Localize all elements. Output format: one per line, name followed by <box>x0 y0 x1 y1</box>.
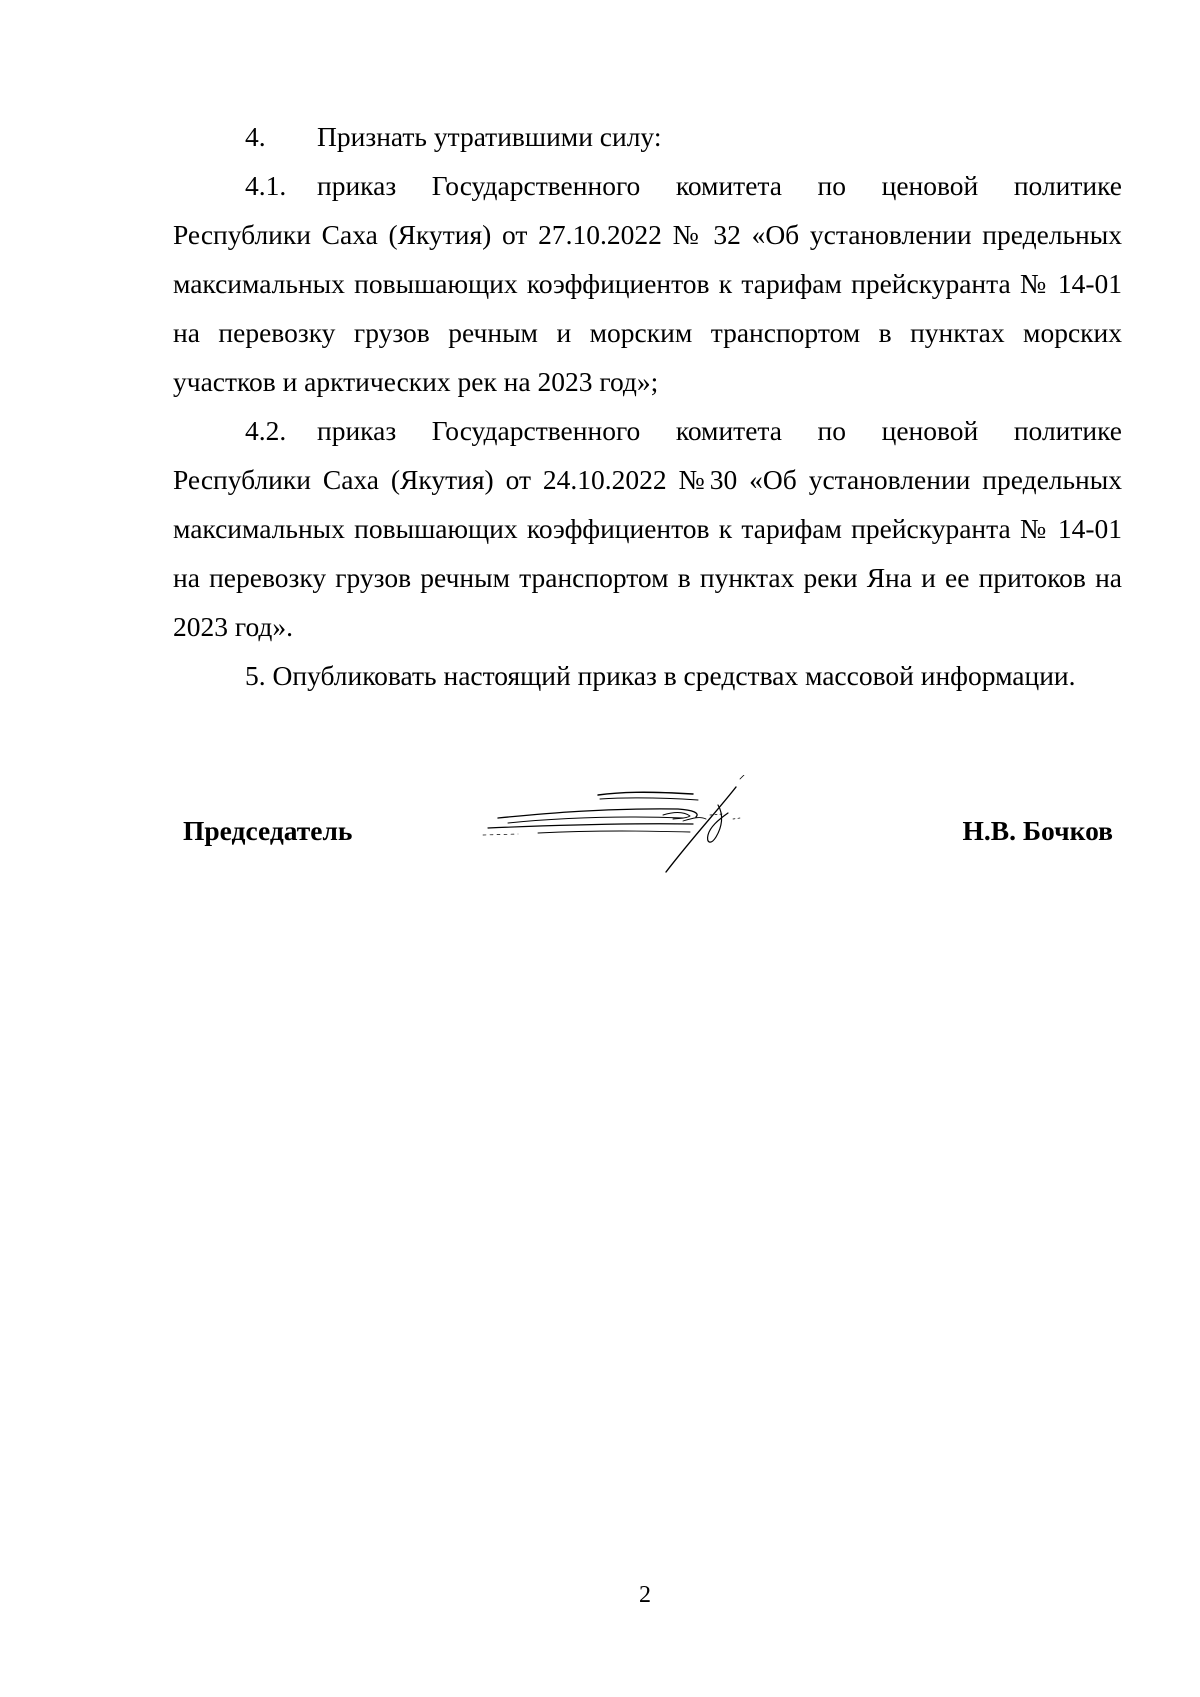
item-4-2-number: 4.2. <box>245 415 287 446</box>
item-4-2 <box>173 406 1122 651</box>
item-4-1-number: 4.1. <box>245 170 287 201</box>
position-title: Председатель <box>183 815 353 846</box>
item-5 <box>173 651 1122 700</box>
item-4-2-text: приказ Государственного комитета по ценовой политике Республики Саха (Якутия) от 24.10.2022 №30 «Об установлении предельных максимальных повышающих коэффициентов к тарифам прейскуранта № 14-01 на перевозку грузов речным транспортом в пунктах реки Яна и ее притоков на 2023 год». <box>173 415 1122 642</box>
document-body <box>173 112 1122 700</box>
item-4-1-text: приказ Государственного комитета по ценовой политике Республики Саха (Якутия) от 27.10.2022 № 32 «Об установлении предельных максимальных повышающих коэффициентов к тарифам прейскуранта № 14-01 на перевозку грузов речным и морским транспортом в пунктах морских участков и арктических рек на 2023 год»; <box>173 170 1122 397</box>
item-5-text: 5. Опубликовать настоящий приказ в средствах массовой информации. <box>245 660 1076 691</box>
page-number: 2 <box>639 1582 651 1608</box>
item-4-text: Признать утратившими силу: <box>317 121 662 152</box>
signer-name: Н.В. Бочков <box>962 815 1113 846</box>
item-4 <box>173 112 1122 161</box>
item-4-number: 4. <box>245 121 266 152</box>
signature-row <box>183 815 1113 865</box>
item-4-1 <box>173 161 1122 406</box>
